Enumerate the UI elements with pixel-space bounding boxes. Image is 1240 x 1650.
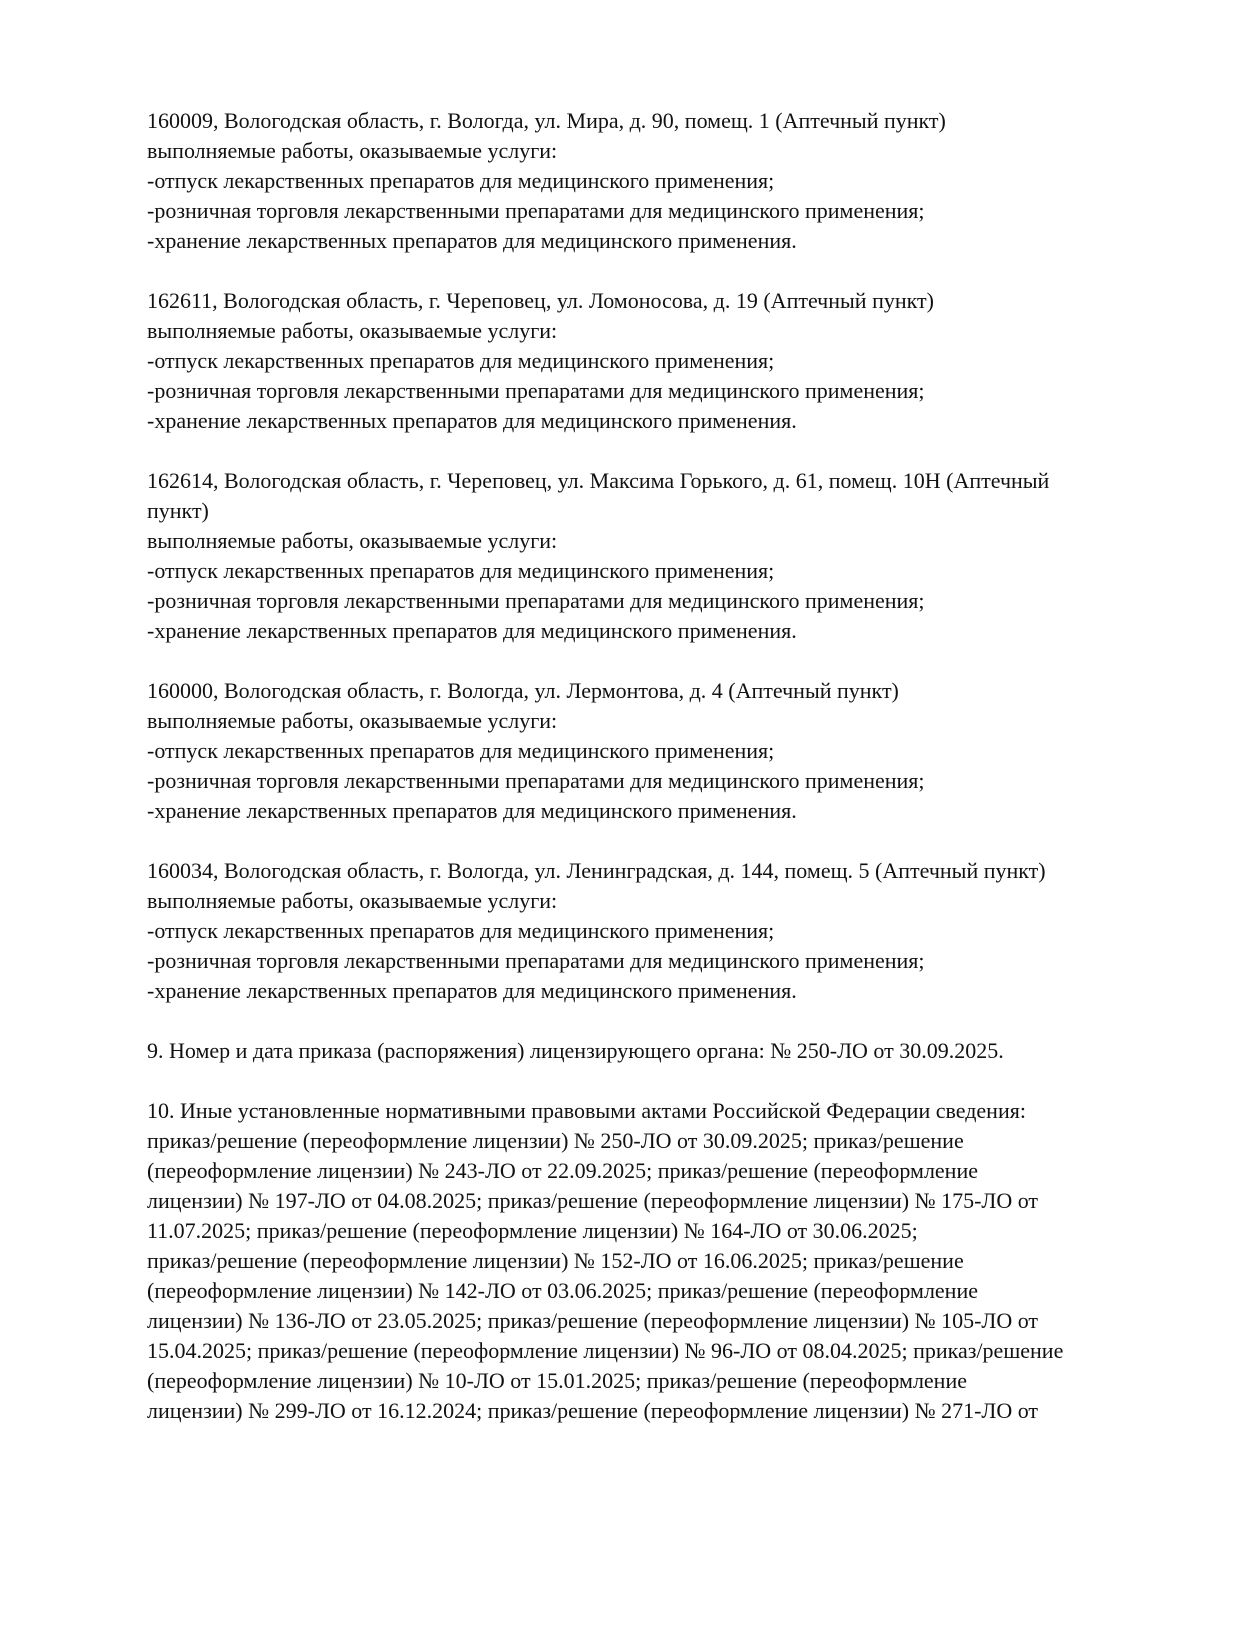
location-block (147, 676, 1207, 826)
service-item: -хранение лекарственных препаратов для медицинского применения. (147, 408, 797, 433)
service-item: -отпуск лекарственных препаратов для медицинского применения; (147, 348, 775, 373)
paragraph-line: приказ/решение (переоформление лицензии) № 152-ЛО от 16.06.2025; приказ/решение (147, 1248, 964, 1273)
works-label: выполняемые работы, оказываемые услуги: (147, 138, 558, 163)
paragraph-line: лицензии) № 299-ЛО от 16.12.2024; приказ/решение (переоформление лицензии) № 271-ЛО от (147, 1398, 1039, 1423)
service-item: -розничная торговля лекарственными препаратами для медицинского применения; (147, 588, 925, 613)
order-number-paragraph: 9. Номер и дата приказа (распоряжения) лицензирующего органа: № 250-ЛО от 30.09.2025. (147, 1038, 1004, 1063)
document-page (147, 106, 1207, 1426)
address-line: 160000, Вологодская область, г. Вологда, ул. Лермонтова, д. 4 (Аптечный пункт) (147, 678, 899, 703)
address-line: 160034, Вологодская область, г. Вологда, ул. Ленинградская, д. 144, помещ. 5 (Аптечный пункт) (147, 858, 1046, 883)
spacer (147, 826, 1207, 856)
paragraph-line: 11.07.2025; приказ/решение (переоформление лицензии) № 164-ЛО от 30.06.2025; (147, 1218, 918, 1243)
paragraph-line: лицензии) № 197-ЛО от 04.08.2025; приказ/решение (переоформление лицензии) № 175-ЛО от (147, 1188, 1039, 1213)
service-item: -хранение лекарственных препаратов для медицинского применения. (147, 618, 797, 643)
paragraph-line: лицензии) № 136-ЛО от 23.05.2025; приказ/решение (переоформление лицензии) № 105-ЛО от (147, 1308, 1039, 1333)
works-label: выполняемые работы, оказываемые услуги: (147, 318, 558, 343)
service-item: -отпуск лекарственных препаратов для медицинского применения; (147, 738, 775, 763)
address-line: 160009, Вологодская область, г. Вологда, ул. Мира, д. 90, помещ. 1 (Аптечный пункт) (147, 108, 946, 133)
spacer (147, 256, 1207, 286)
service-item: -розничная торговля лекарственными препаратами для медицинского применения; (147, 948, 925, 973)
service-item: -розничная торговля лекарственными препаратами для медицинского применения; (147, 378, 925, 403)
spacer (147, 1066, 1207, 1096)
other-info-paragraph (147, 1096, 1207, 1426)
location-block (147, 106, 1207, 256)
address-line: 162611, Вологодская область, г. Череповец, ул. Ломоносова, д. 19 (Аптечный пункт) (147, 288, 934, 313)
address-line: 162614, Вологодская область, г. Череповец, ул. Максима Горького, д. 61, помещ. 10Н (Аптечный (147, 468, 1050, 493)
service-item: -хранение лекарственных препаратов для медицинского применения. (147, 228, 797, 253)
paragraph-line: 15.04.2025; приказ/решение (переоформление лицензии) № 96-ЛО от 08.04.2025; приказ/решение (147, 1338, 1064, 1363)
paragraph-line: приказ/решение (переоформление лицензии) № 250-ЛО от 30.09.2025; приказ/решение (147, 1128, 964, 1153)
works-label: выполняемые работы, оказываемые услуги: (147, 708, 558, 733)
service-item: -хранение лекарственных препаратов для медицинского применения. (147, 798, 797, 823)
service-item: -хранение лекарственных препаратов для медицинского применения. (147, 978, 797, 1003)
spacer (147, 646, 1207, 676)
service-item: -розничная торговля лекарственными препаратами для медицинского применения; (147, 768, 925, 793)
service-item: -розничная торговля лекарственными препаратами для медицинского применения; (147, 198, 925, 223)
works-label: выполняемые работы, оказываемые услуги: (147, 888, 558, 913)
location-block (147, 466, 1207, 646)
location-block (147, 286, 1207, 436)
location-block (147, 856, 1207, 1006)
works-label: выполняемые работы, оказываемые услуги: (147, 528, 558, 553)
address-line: пункт) (147, 498, 209, 523)
service-item: -отпуск лекарственных препаратов для медицинского применения; (147, 558, 775, 583)
paragraph-line: (переоформление лицензии) № 142-ЛО от 03.06.2025; приказ/решение (переоформление (147, 1278, 978, 1303)
spacer (147, 436, 1207, 466)
paragraph-line: 10. Иные установленные нормативными правовыми актами Российской Федерации сведения: (147, 1098, 1026, 1123)
service-item: -отпуск лекарственных препаратов для медицинского применения; (147, 168, 775, 193)
service-item: -отпуск лекарственных препаратов для медицинского применения; (147, 918, 775, 943)
paragraph-line: (переоформление лицензии) № 10-ЛО от 15.01.2025; приказ/решение (переоформление (147, 1368, 967, 1393)
paragraph-line: (переоформление лицензии) № 243-ЛО от 22.09.2025; приказ/решение (переоформление (147, 1158, 978, 1183)
spacer (147, 1006, 1207, 1036)
